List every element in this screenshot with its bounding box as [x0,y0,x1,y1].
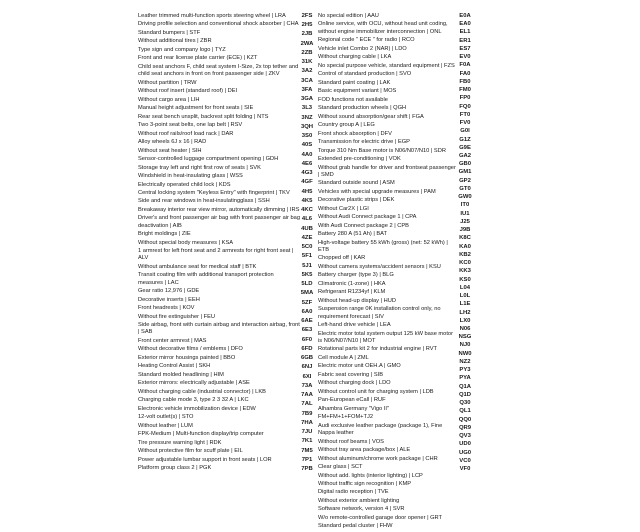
option-description: FM+FM+1+FOM+TJ2 [318,414,373,421]
option-description: Side airbag, front with curtain airbag and interaction airbag, front | SAB [138,322,302,336]
option-code: 2JB [301,31,313,38]
option-code: VF0 [459,466,471,472]
option-description: Sensor-controlled luggage compartment opening | GDH [138,156,279,163]
option-description: Electrically operated child lock | KDS [138,181,231,188]
option-description: Standard paint coating | LAK [318,79,391,86]
option-description: Without grab handle for driver and frontseat passenger | SMD [318,164,458,178]
option-description: Climatronic (1-zone) | HKA [318,280,386,287]
option-description: Electronic vehicle immobilization device | EDW [138,405,256,412]
option-code: PY3 [459,367,471,374]
option-description: Alloy wheels 6J x 16 | RAD [138,139,207,146]
option-code: UG0 [458,449,472,456]
option-code: 2FS [301,13,313,19]
option-code: 6NJ [301,364,313,371]
option-code: L0L [459,293,471,300]
option-code: 4K5 [301,197,313,204]
option-code: QV3 [459,433,471,440]
option-code: K8C [459,235,471,242]
option-code: 4ZE [301,234,313,241]
option-code: QQ0 [458,416,472,423]
option-description: Suspension range 0K installation control only, no requirement forecast | SIV [318,306,443,320]
option-code: 5MA [300,290,314,297]
option-description: Without roof insert (standard roof) | DEI [138,88,238,95]
option-code: 7P1 [301,456,313,463]
option-description: Without leather | LUM [138,422,193,429]
option-code: 5ZF [301,299,313,306]
option-description: No special edition | AAU [318,13,379,19]
option-code: 3A2 [301,68,313,75]
option-code: 4KC [301,207,313,214]
option-description: Exterior mirrors: electrically adjustable | ASE [138,380,250,387]
option-description: Without protective film for scuff plate | EIL [138,448,243,455]
option-description: Without sound absorption/gear shift | FGA [318,113,424,120]
option-code: GW0 [458,194,472,201]
option-description: Child seat anchors F, child seat system I-Size, 2x top tether and child seat anchors in front on front passenger side | ZKV [138,63,300,78]
option-code: 6E3 [301,327,313,334]
option-description: Without charging cable | LKA [318,54,392,61]
option-code: 73A [301,382,313,389]
option-code: 5J1 [302,262,312,269]
option-code: G0I [460,128,470,135]
option-description: Digital radio reception | TVE [318,489,389,496]
option-description: Exterior mirror housings painted | BBO [138,354,236,361]
option-description: Basic equipment variant | MOS [318,88,397,95]
option-code: NJ0 [459,342,471,349]
option-description: Transmission for electric drive | EGP [318,139,410,146]
option-description: Bright moldings | ZIE [138,231,191,238]
option-code: GM1 [458,169,472,176]
option-code: 5F1 [301,253,313,260]
option-description: Electric motor total system output 125 kW base motor is N06/N07/N10 | MOT [318,330,455,344]
option-description: Heating Control Assist | SKH [138,363,211,370]
option-description: Charging cable mode 3, type 2 3 32 A | LKC [138,397,249,404]
option-code: 31K [301,59,313,66]
option-code: 6AE [301,318,313,325]
option-description: Decorative inserts | EEH [138,296,200,303]
option-description: Front and rear license plate carrier (ECE) | KZT [138,55,258,62]
option-code: N06 [459,325,471,332]
option-description: Without aluminum/chrome work package | CHR [318,455,438,462]
option-description: Without Audi Connect package 1 | CPA [318,214,417,221]
option-description: Front center armrest | MAS [138,337,207,344]
option-code: QR9 [458,424,472,431]
option-description: Gear ratio 12,976 | GDE [138,288,200,295]
option-description: FPK-Medium | Multi-function display/trip computer [138,431,264,438]
option-code: 4UB [301,225,313,232]
option-description: Power adjustable lumbar support in front seats | LOR [138,456,272,463]
left-code-column [298,13,316,474]
option-description: Two 3-point seat belts, one lap belt | RSV [138,122,243,129]
option-description: Standard production wheels | QGH [318,105,407,112]
option-code: E0A [459,13,471,19]
option-code: 40S [301,142,313,149]
option-code: VC0 [459,457,471,464]
option-description: Standard pedal cluster | FHW [318,523,393,530]
option-description: W/o remote-controlled garage door opener | GRT [318,514,443,521]
option-code: Q1A [458,383,472,390]
option-description: Alhambra Germany "Vigo II" [318,405,389,412]
option-code: 4H5 [301,188,313,195]
option-code: KC0 [459,260,471,267]
option-code: 7PB [301,466,313,472]
option-description: High-voltage battery 55 kWh (gross) (net: 52 kWh) | ETB [318,239,450,253]
option-description: Control of standard production | SVO [318,71,412,78]
option-code: FM0 [459,87,471,94]
option-description: Without head-up display | HUD [318,297,396,304]
option-code: 2ZB [301,49,313,56]
option-code: GT0 [459,185,471,192]
option-description: Driver's and front passenger air bag with front passenger air bag deactivation | AIB [138,215,302,229]
option-code: LX0 [459,317,471,324]
option-description: Online service, with OCU, without head unit coding, without engine immobilizer interconnection | ONL [318,21,450,35]
option-description: Storage tray left and right first row of seats | SVK [138,164,261,171]
option-code: NSG [458,334,472,341]
option-description: Breakaway interior rear view mirror, automatically dimming | IRS [138,206,300,213]
option-description: Refrigerant R1234yf | KLM [318,289,386,296]
option-code: 4L6 [301,216,313,223]
option-code: 6XI [302,373,312,380]
option-description: Driving profile selection and conventional shock absorber | CHA [138,21,299,28]
left-description-column [138,13,300,474]
option-code: L1E [459,301,471,308]
option-description: Without cargo area | LIH [138,96,200,103]
option-code: KA0 [459,243,471,250]
option-code: L04 [459,284,471,291]
option-code: F0A [459,62,471,69]
option-description: Without traffic sign recognition | KMP [318,481,412,487]
right-description-column [318,13,458,532]
option-description: Without additional tires | ZBR [138,38,212,45]
option-code: 7K1 [301,438,313,445]
right-code-column [454,13,476,474]
option-code: KS0 [459,276,471,283]
option-description: Without roof beams | VOS [318,438,384,445]
option-description: Front headrests | KOV [138,305,195,312]
option-code: 4A0 [301,151,313,158]
option-code: G9E [459,144,471,151]
option-description: Country group A | LEG [318,122,375,129]
option-code: 7AL [301,401,313,408]
option-code: 6F0 [301,336,313,343]
option-description: Vehicle inlet Combo 2 (NAR) | LDO [318,45,407,52]
option-description: Without tray area package/box | ALE [318,447,411,454]
option-code: 3QH [300,123,314,130]
option-code: 4GF [301,179,313,186]
option-code: 2WA [300,40,314,47]
option-description: Decorative plastic strips | DEK [318,197,395,204]
option-description: Side and rear windows in heat-insulatingglass | SSH [138,198,270,205]
option-code: J9B [459,227,471,234]
option-description: Vehicles with special upgrade measures | PAM [318,188,436,195]
option-code: 2H5 [301,22,313,29]
option-description: Regional code " ECE " for radio | RCO [318,37,415,44]
option-description: Transit coating film with additional transport protection measures | LAC [138,272,276,286]
option-code: FV0 [459,120,471,127]
option-code: G1Z [459,136,471,143]
option-code: EV0 [459,54,471,61]
option-description: Software network, version 4 | SVR [318,506,405,513]
option-description: Rotational parts kit 2 for industrial engine | RVT [318,346,437,353]
option-description: Type sign and company logo | TYZ [138,46,226,53]
option-code: IU1 [460,210,470,217]
option-description: 1 armrest for left front seat and 2 armrests for right front seat | ALV [138,248,295,262]
option-code: Q1D [458,391,472,398]
option-code: 4E6 [301,160,313,167]
option-code: EL1 [459,29,471,36]
option-description: Extended pre-conditioning | VOK [318,156,401,163]
option-code: IT0 [460,202,470,209]
option-description: Battery charger (type 3) | BLG [318,272,394,279]
option-description: Leather trimmed multi-function sports steering wheel | LRA [138,13,286,19]
option-code: KB2 [459,251,471,258]
option-description: Torque 310 Nm Base motor is N06/N07/N10 | SDR [318,147,446,154]
option-description: Platform group class 2 | PGK [138,465,212,472]
option-description: Front shock absorption | DFV [318,130,392,137]
option-code: 3L3 [301,105,313,112]
option-code: 6FD [301,345,313,352]
option-description: Without exterior ambient lighting [318,497,400,504]
option-code: 6GB [300,355,314,362]
option-code: GA2 [458,153,472,160]
option-description: Without partition | TRW [138,79,197,86]
option-description: Standard outside sound | ASM [318,180,395,187]
option-description: Without add. lights (interior lighting) | LCP [318,472,423,479]
option-description: Without fire extinguisher | FEU [138,313,216,320]
option-description: Without decorative films / emblems | DFO [138,346,243,353]
option-description: Tire pressure warning light | RDK [138,439,222,446]
option-description: Pan-European eCall | RUF [318,397,386,404]
option-description: Standard bumpers | STF [138,29,201,36]
option-description: Without special body measures | KSA [138,239,234,246]
option-description: Electric motor unit OEH.A | GMO [318,363,401,370]
option-description: Without charging cable (industrial connector) | LKB [138,388,266,395]
option-description: 12-volt outlet(s) | STO [138,414,194,421]
option-code: FB0 [459,78,471,85]
option-description: Audi exclusive leather package (package 1), Fine Nappa leather [318,422,444,437]
option-code: NW0 [458,350,472,357]
option-description: Central locking system "Keyless Entry" with fingerprint | TKV [138,189,290,196]
option-description: Fabric seat covering | SIB [318,371,384,378]
option-code: 3CA [301,77,313,84]
option-code: FT0 [459,111,471,118]
option-code: 3GA [300,96,314,103]
option-code: Q30 [459,400,471,407]
option-code: 3FA [301,86,313,93]
option-code: 7AA [301,392,313,399]
option-description: Cell module A | ZML [318,354,369,361]
option-description: Without seat heater | SIH [138,147,202,154]
option-code: GP2 [459,177,471,184]
option-description: Chopped off | KAR [318,255,366,262]
option-description: Left-hand drive vehicle | LEA [318,322,391,329]
option-description: Without Car2X | LGI [318,205,369,212]
option-description: Battery 280 A (51 Ah) | BAT [318,231,388,238]
option-code: J25 [460,218,470,225]
option-code: 7HA [301,419,313,426]
option-code: FP0 [459,95,471,102]
option-description: With Audi Connect package 2 | CPB [318,222,409,229]
option-code: NZ2 [459,358,471,365]
option-code: ES7 [459,45,471,52]
option-code: ER1 [459,37,471,44]
option-description: Without camera systems/accident sensors | KSU [318,263,441,270]
option-description: Standard molded headlining | HIM [138,371,224,378]
option-description: Without charging dock | LDO [318,380,391,387]
option-code: GB0 [458,161,472,168]
option-description: Without control unit for charging system | LDB [318,388,434,395]
option-description: Clear glass | SCT [318,464,363,471]
option-description: No special purpose vehicle, standard equipment | FZS [318,62,455,69]
option-code: FA0 [459,70,471,77]
option-code: 3NZ [301,114,313,121]
option-code: 5C0 [301,244,313,251]
option-code: 7M5 [301,447,313,454]
option-description: FOD functions not available [318,96,388,103]
option-code: 3S0 [301,133,313,140]
option-code: 7JU [301,429,313,436]
option-code: QL1 [459,408,471,415]
option-code: LH2 [459,309,471,316]
option-description: Without roof rails/roof load rack | DAR [138,130,234,137]
option-description: Manual height adjustment for front seats | SIE [138,105,254,112]
option-code: KK3 [459,268,471,275]
option-code: 5LD [301,281,313,288]
option-description: Without ambulance seat for medical staff | BTK [138,263,257,270]
option-description: Windshield in heat-insulating glass | WSS [138,173,243,180]
option-code: 5K5 [301,271,313,278]
option-code: 7B9 [301,410,313,417]
option-code: PYA [459,375,471,382]
option-code: 6A0 [301,308,313,315]
option-description: Rear seat bench unsplit, backrest split folding | NTS [138,113,269,120]
option-code: EA0 [459,21,471,28]
option-code: FQ0 [459,103,471,110]
option-code: UD0 [459,441,471,448]
option-code: 4G3 [301,170,313,177]
